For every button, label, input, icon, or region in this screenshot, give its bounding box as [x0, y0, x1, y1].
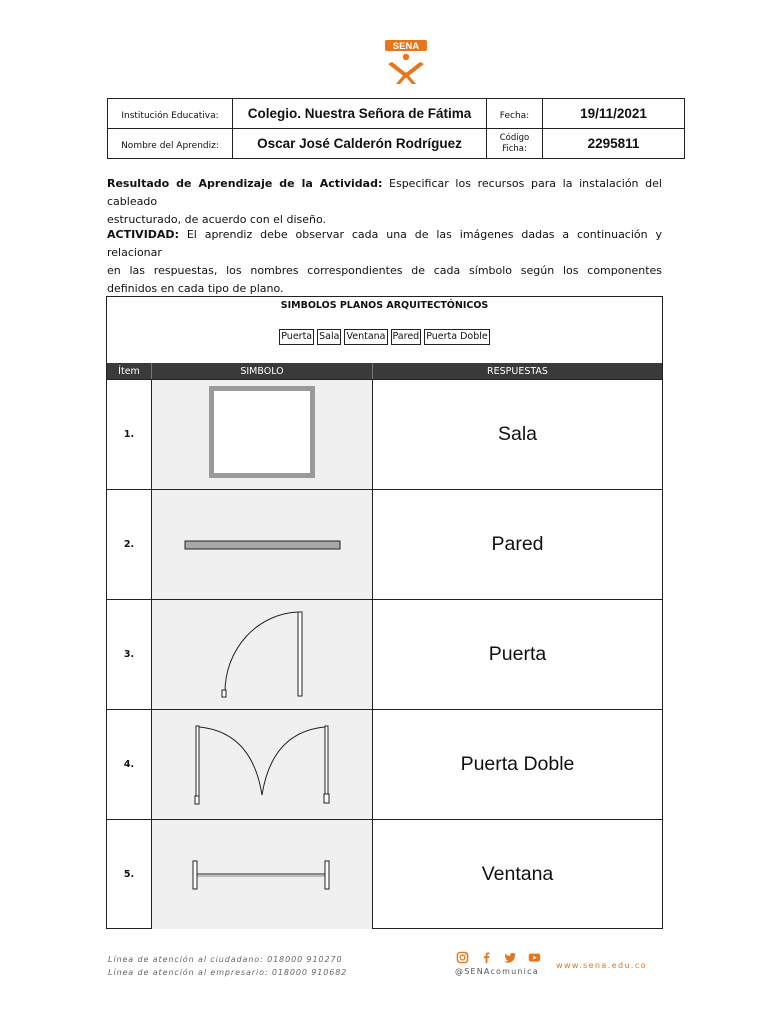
table-header-row: [107, 363, 662, 379]
date-label: Fecha:: [487, 99, 543, 129]
row-answer: Puerta Doble: [460, 753, 575, 775]
twitter-icon[interactable]: [504, 951, 517, 964]
option-puerta: Puerta: [279, 329, 314, 345]
row-answer: Sala: [497, 423, 538, 445]
option-puerta-doble: Puerta Doble: [424, 329, 490, 345]
table-row: [107, 709, 662, 819]
sena-logo-icon: [382, 38, 430, 86]
youtube-icon[interactable]: [528, 951, 541, 964]
room-square-icon: [152, 380, 372, 489]
logo-text: SENA: [392, 41, 420, 52]
col-symbol-header: SIMBOLO: [152, 363, 373, 379]
facebook-icon[interactable]: [480, 951, 493, 964]
code-value: 2295811: [543, 129, 685, 159]
table-title: SIMBOLOS PLANOS ARQUITECTÓNICOS: [280, 300, 489, 311]
row-item-number: 4.: [107, 710, 152, 819]
option-pared: Pared: [391, 329, 422, 345]
col-item-header: Ítem: [107, 363, 152, 379]
table-row: [107, 489, 662, 599]
door-arc-symbol: [152, 600, 373, 709]
institution-value: Colegio. Nuestra Señora de Fátima: [233, 99, 487, 129]
option-ventana: Ventana: [344, 329, 387, 345]
instagram-icon[interactable]: [456, 951, 469, 964]
table-row: [107, 599, 662, 709]
student-value: Oscar José Calderón Rodríguez: [233, 129, 487, 159]
info-table: [107, 98, 685, 159]
footer-line-citizen: Línea de atención al ciudadano: 018000 910270: [108, 955, 343, 964]
option-sala: Sala: [317, 329, 341, 345]
footer-line-business: Línea de atención al empresario: 018000 910682: [108, 968, 348, 977]
result-paragraph: Resultado de Aprendizaje de la Actividad: Especificar los recursos para la instalación del cableado estructurado, de acuerdo con el diseño.: [107, 177, 662, 226]
row-answer: Pared: [491, 533, 544, 555]
footer-contact: [108, 953, 347, 979]
student-label: Nombre del Aprendiz:: [108, 129, 233, 159]
sena-logo: [382, 38, 430, 86]
table-row: [107, 819, 662, 929]
institution-label: Institución Educativa:: [108, 99, 233, 129]
options-list: [107, 329, 662, 345]
wall-bar-icon: [152, 490, 372, 599]
row-answer: Ventana: [481, 863, 554, 885]
row-item-number: 3.: [107, 600, 152, 709]
activity-paragraph: ACTIVIDAD: El aprendiz debe observar cada una de las imágenes dadas a continuación y relacionar en las respuestas, los nombres correspondientes de cada símbolo según los componentes definidos en cada tipo de plano.: [107, 228, 662, 295]
col-answers-header: RESPUESTAS: [487, 365, 548, 377]
row-answer: Puerta: [488, 643, 547, 665]
window-line-symbol: [152, 820, 373, 929]
social-handle[interactable]: @SENAcomunica: [455, 967, 539, 976]
window-line-icon: [152, 820, 372, 929]
door-arc-icon: [152, 600, 372, 709]
activity-heading: ACTIVIDAD:: [107, 228, 179, 241]
double-door-icon: [152, 710, 372, 819]
row-item-number: 1.: [107, 380, 152, 489]
website-link[interactable]: www.sena.edu.co: [556, 961, 647, 970]
result-heading: Resultado de Aprendizaje de la Actividad:: [107, 177, 383, 190]
room-square-symbol: [152, 380, 373, 489]
symbols-table: [106, 296, 663, 929]
double-door-symbol: [152, 710, 373, 819]
code-label: Código Ficha:: [487, 129, 543, 159]
wall-bar-symbol: [152, 490, 373, 599]
row-item-number: 2.: [107, 490, 152, 599]
date-value: 19/11/2021: [543, 99, 685, 129]
row-item-number: 5.: [107, 820, 152, 929]
social-icons: [456, 951, 541, 964]
table-row: [107, 379, 662, 489]
